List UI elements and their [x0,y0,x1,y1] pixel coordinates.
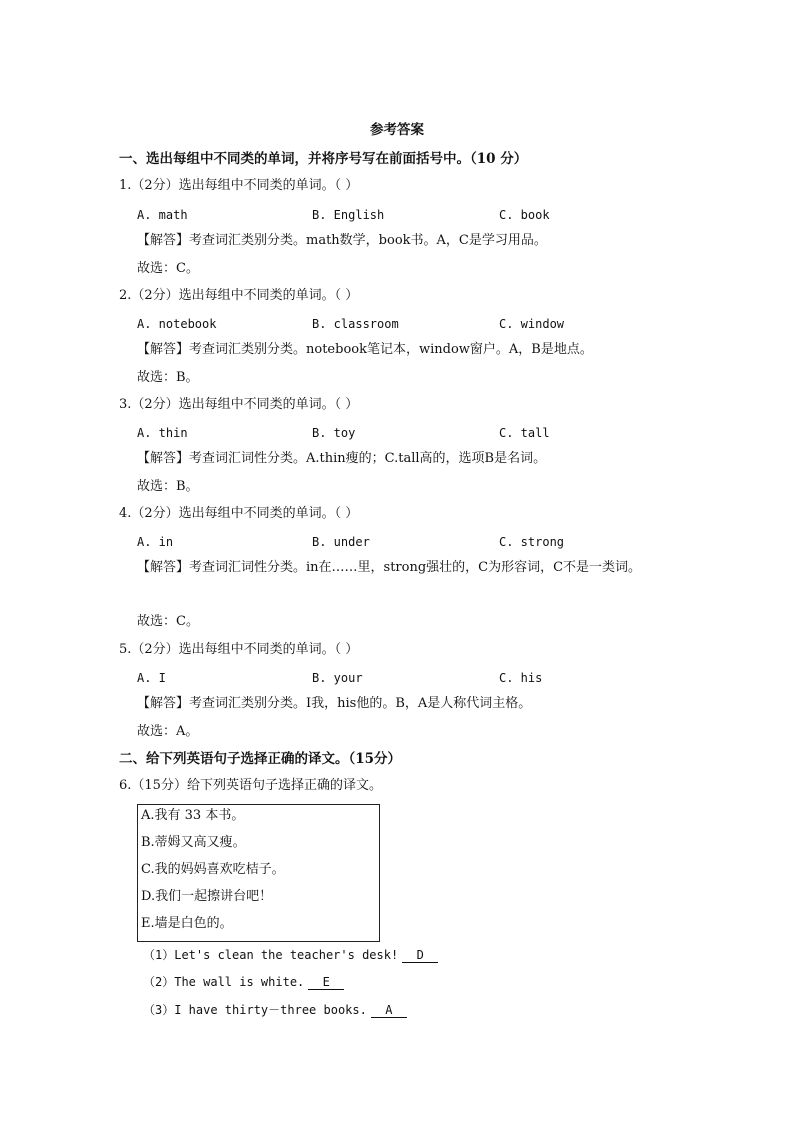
question-4-stem: 4.（2分）选出每组中不同类的单词。（ ） [119,506,359,521]
question-2-answer: 故选：B。 [137,370,199,385]
question-1-option-c: C. book [499,208,550,222]
question-5-option-c: C. his [499,671,543,685]
question-4-option-b: B. under [312,535,370,549]
sub-question-3-answer: A [371,1003,407,1018]
question-3-stem: 3.（2分）选出每组中不同类的单词。（ ） [119,397,359,412]
question-5-answer: 故选：A。 [137,724,199,739]
question-2-solution: 【解答】考查词汇类别分类。notebook笔记本，window窗户。A，B是地点。 [137,342,593,357]
sub-question-2-text: （2）The wall is white. [143,975,305,989]
question-5-option-b: B. your [312,671,363,685]
question-4-option-c: C. strong [499,535,565,549]
question-3-option-a: A. thin [137,426,188,440]
question-2-option-a: A. notebook [137,317,217,331]
question-3-solution: 【解答】考查词汇词性分类。A.thin瘦的；C.tall高的，选项B是名词。 [137,451,547,466]
question-5-stem: 5.（2分）选出每组中不同类的单词。（ ） [119,642,359,657]
sub-question-1 [143,946,438,964]
question-4-solution: 【解答】考查词汇词性分类。in在……里，strong强壮的，C为形容词，C不是一类词。 [137,560,642,575]
translation-option-e: E.墙是白色的。 [141,916,233,931]
question-2-option-c: C. window [499,317,565,331]
sub-question-2 [143,973,344,991]
question-4-answer: 故选：C。 [137,614,199,629]
sub-question-3-text: （3）I have thirty－three books. [143,1003,367,1017]
section-1-heading: 一、选出每组中不同类的单词，并将序号写在前面括号中。（10 分） [119,151,528,167]
question-5-solution: 【解答】考查词汇类别分类。I我，his他的。B，A是人称代词主格。 [137,696,532,711]
page-title: 参考答案 [370,122,424,138]
translation-option-b: B.蒂姆又高又瘦。 [141,835,246,850]
question-6-stem: 6.（15分）给下列英语句子选择正确的译文。 [119,778,382,793]
sub-question-3 [143,1001,407,1019]
question-1-option-a: A. math [137,208,188,222]
sub-question-2-answer: E [308,975,344,990]
question-1-answer: 故选：C。 [137,261,199,276]
translation-option-a: A.我有 33 本书。 [141,808,245,823]
translation-options-box [137,804,380,942]
question-1-stem: 1.（2分）选出每组中不同类的单词。（ ） [119,178,359,193]
sub-question-1-text: （1）Let's clean the teacher's desk! [143,948,399,962]
question-3-option-c: C. tall [499,426,550,440]
question-1-option-b: B. English [312,208,385,222]
question-2-stem: 2.（2分）选出每组中不同类的单词。（ ） [119,288,359,303]
question-1-solution: 【解答】考查词汇类别分类。math数学，book书。A，C是学习用品。 [137,233,547,248]
question-2-option-b: B. classroom [312,317,399,331]
question-4-option-a: A. in [137,535,174,549]
question-5-option-a: A. I [137,671,166,685]
question-3-answer: 故选：B。 [137,479,199,494]
sub-question-1-answer: D [402,948,438,963]
question-3-option-b: B. toy [312,426,356,440]
section-2-heading: 二、给下列英语句子选择正确的译文。（15分） [119,751,402,767]
translation-option-d: D.我们一起擦讲台吧！ [141,889,273,904]
translation-option-c: C.我的妈妈喜欢吃桔子。 [141,862,285,877]
